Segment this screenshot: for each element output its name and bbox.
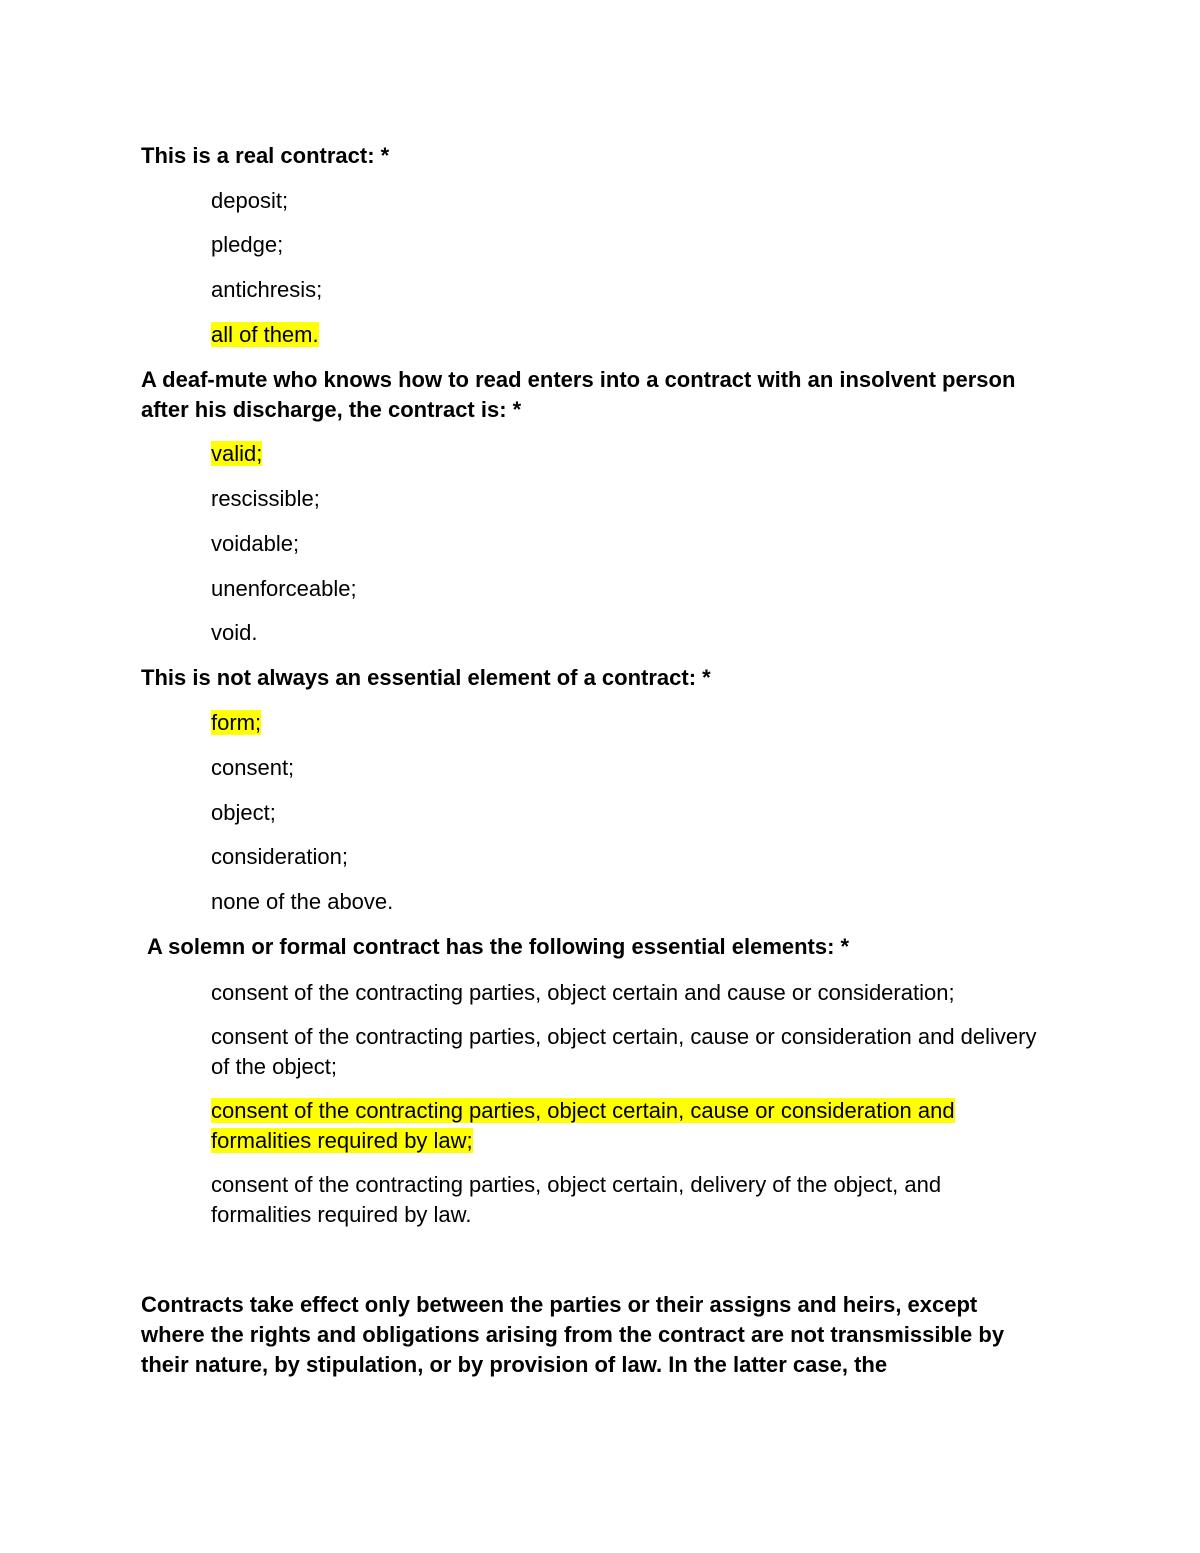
q3-option-b: consent; (211, 755, 295, 780)
q3-option-e: none of the above. (211, 889, 394, 914)
answer-highlight: all of them. (211, 322, 319, 347)
q1-option-d-answer (211, 320, 1041, 350)
answer-highlight: form; (211, 710, 262, 735)
q2-option-a-answer (211, 439, 1041, 469)
q4-option-b: consent of the contracting parties, object certain, cause or consideration and delivery of the object; (211, 1024, 1037, 1079)
q1-option-b: pledge; (211, 232, 284, 257)
q3-option-c: object; (211, 800, 276, 825)
answer-highlight: valid; (211, 441, 263, 466)
answer-highlight: consent of the contracting parties, object certain, cause or consideration and formalities required by law; (211, 1098, 955, 1153)
q3-option-a-answer (211, 708, 1041, 738)
question-1: This is a real contract: * (141, 143, 390, 168)
q1-option-c: antichresis; (211, 277, 323, 302)
q2-option-c: voidable; (211, 531, 300, 556)
q4-option-a: consent of the contracting parties, object certain and cause or consideration; (211, 980, 955, 1005)
question-3: This is not always an essential element of a contract: * (141, 665, 711, 690)
q4-option-c-answer (211, 1096, 1041, 1156)
q4-option-d: consent of the contracting parties, object certain, delivery of the object, and formalities required by law. (211, 1172, 942, 1227)
q2-option-d: unenforceable; (211, 576, 357, 601)
question-5-paragraph: Contracts take effect only between the parties or their assigns and heirs, except where the rights and obligations arising from the contract are not transmissible by their nature, by stipulation, or by provision of law. In the latter case, the (141, 1292, 1005, 1377)
question-4: A solemn or formal contract has the following essential elements: * (147, 934, 850, 959)
q1-option-a: deposit; (211, 188, 289, 213)
q3-option-d: consideration; (211, 844, 348, 869)
question-2: A deaf-mute who knows how to read enters into a contract with an insolvent person after his discharge, the contract is: * (141, 367, 1016, 422)
q2-option-e: void. (211, 620, 258, 645)
q2-option-b: rescissible; (211, 486, 320, 511)
